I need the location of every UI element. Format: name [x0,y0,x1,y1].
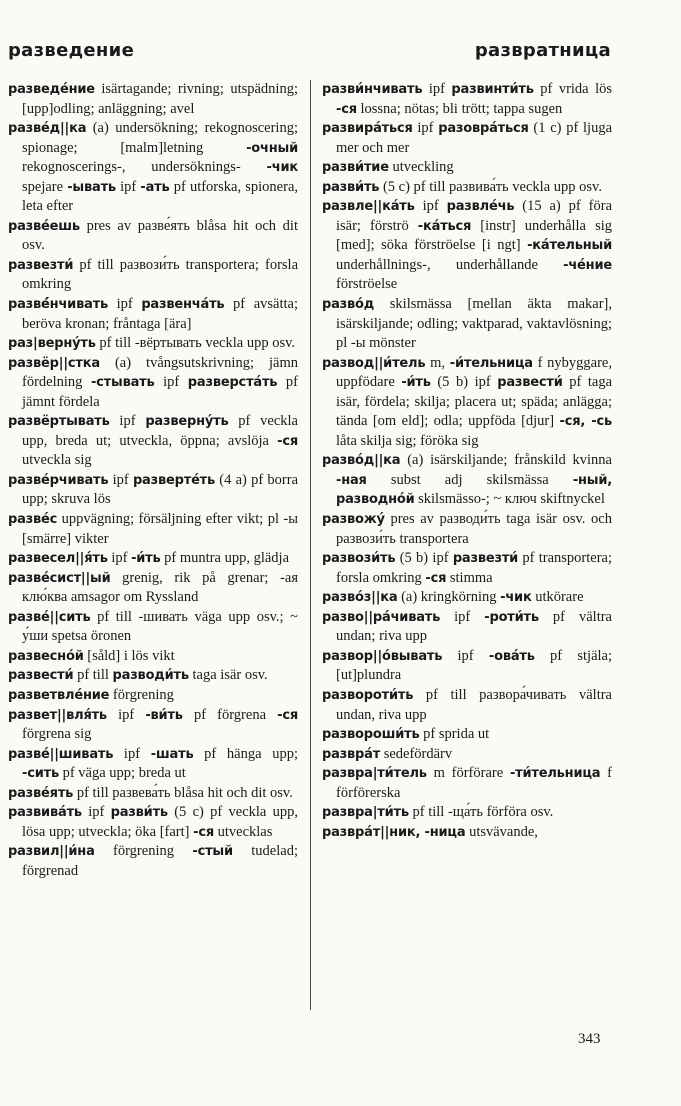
definition-text: förgrening [109,686,174,703]
headword: разве́ешь [8,218,80,234]
headword: разверста́ть [187,375,278,391]
headword: -ся [277,707,298,723]
definition-text: utkörare [531,589,584,606]
headword: развесел||я́ть [8,551,108,567]
headword: -че́ние [563,257,612,273]
dictionary-entry [322,745,612,765]
headword: -ный, разводно́й [336,472,612,508]
definition-text: pf hänga upp; [193,745,299,762]
definition-text: pf muntra upp, glädja [160,550,290,567]
definition-text: ipf [108,471,133,488]
headword: -чик [500,590,532,606]
headword: -ная [336,472,367,488]
definition-text: pf väga upp; breda ut [58,765,186,782]
definition-text: ipf [414,198,447,215]
definition-text: pf avsätta; beröva kronan; fråntaga [ära] [22,296,298,332]
dictionary-entry [322,803,612,823]
headword: развра|ти́ть [322,805,409,821]
dictionary-entry [322,608,612,647]
headword: разве́д||ка [8,121,87,137]
definition-text: pf till развози́ть transportera; forsla omkring [22,256,298,293]
dictionary-entry [322,725,612,745]
dictionary-entry [322,510,612,549]
dictionary-entry [8,784,298,804]
headword: развезти́ [8,257,74,273]
headword: развёр||стка [8,355,100,371]
dictionary-entry [8,510,298,549]
headword: развле||ка́ть [322,199,415,215]
dictionary-entry [8,354,298,413]
dictionary-entry [8,217,298,256]
headword: -и́ть [131,551,161,567]
headword: -ся [277,433,298,449]
definition-text: ipf [106,706,146,723]
headword: -и́тельница [449,355,533,371]
definition-text: utveckling [388,159,454,176]
definition-text: lossna; nötas; bli trött; tappa sugen [356,100,563,117]
definition-text: m, [425,354,450,371]
definition-text: (5 b) ipf [395,550,453,567]
headword: разветвле́ние [8,687,110,703]
definition-text: skilsmässa [mellan äkta makar], isärskiljande; odling; vaktparad, vaktavlösning; pl -ы mönster [336,296,612,352]
definition-text: (4 a) pf borra upp; skruva lös [22,471,298,508]
headword: развор||о́вывать [322,648,443,664]
headword: -стывать [90,375,155,391]
headword: развезти́ [452,551,519,567]
headword: -ти́тельница [509,766,601,782]
definition-text: pf till [73,667,113,684]
dictionary-entry [322,354,612,452]
headword: -ывать [67,179,116,195]
headword: разво́з||ка [322,590,398,606]
dictionary-entry [322,451,612,510]
headword: разви́нчивать [322,82,423,97]
dictionary-entry [322,686,612,725]
dictionary-entry [322,647,612,686]
definition-text: pf till -шивать väga upp osv.; ~ у́ши spetsa öronen [22,608,298,645]
column-divider [310,80,311,1010]
definition-text: [instr] underhålla sig [med]; söka förströelse [i ngt] [336,217,612,254]
headword: -ся, -сь [559,414,612,430]
header-right-guideword: развратница [474,40,611,61]
definition-text: skilsmässo-; ~ ключ skiftnyckel [414,491,605,508]
definition-text: tudelad; förgrenad [22,843,298,879]
dictionary-entry [8,80,298,119]
headword: -ся [193,824,214,840]
definition-text: (1 c) pf ljuga mer och mer [336,120,613,156]
definition-text: ipf [442,647,489,664]
definition-text: pres av разводи́ть taga isär osv. och развози́ть transportera [336,511,612,547]
definition-text: pf till развева́ть blåsa hit och dit osv. [73,784,293,801]
headword: развороти́ть [322,687,414,703]
definition-text: ipf [440,608,485,625]
definition-text: (a) tvångsutskrivning; jämn fördelning [22,354,298,391]
headword: раз|верну́ть [8,336,96,352]
dictionary-entry [8,549,298,569]
definition-text: pf taga isär, fördela; skilja; placera ut; späda; anlägga; tända [om eld]; odla; uppföda [djur] [336,374,613,430]
headword: развороши́ть [322,727,420,743]
definition-text: låta skilja sig; föröka sig [336,432,479,449]
headword: развира́ться [322,121,413,137]
dictionary-entry [8,706,298,745]
definition-text: underhållnings-, underhållande [336,256,564,273]
dictionary-entry [322,80,612,119]
headword: разведе́ние [8,82,95,97]
headword: -чик [266,160,298,176]
definition-text: rekognoscerings-, undersöknings- [22,159,267,176]
page-number: 343 [578,1031,601,1047]
headword: -сить [22,766,59,782]
definition-text: pf vrida lös [533,81,613,97]
headword: развле́чь [446,199,515,215]
definition-text: pf veckla upp, breda ut; utveckla, öppna; avslöja [22,413,298,449]
dictionary-entry [8,803,298,842]
dictionary-entry [8,569,298,608]
definition-text: ipf [81,804,111,821]
headword: разверте́ть [132,472,216,488]
headword: разве́сист||ый [8,570,111,586]
headword: разво||ра́чивать [322,609,441,625]
headword: развра́т [322,746,381,762]
definition-text: (a) kringkörning [397,589,501,606]
definition-text: taga isär osv. [188,667,268,684]
headword: разви́ть [322,179,380,195]
dictionary-entry [8,842,298,881]
dictionary-entry [8,608,298,647]
definition-text: ipf [109,413,146,430]
header-left-guideword: разведение [8,40,135,61]
definition-text: pf stjäla; [ut]plundra [336,647,612,684]
definition-text: utsvävande, [465,823,538,840]
dictionary-entry [322,119,612,158]
definition-text: (5 b) ipf [430,374,498,391]
definition-text: pf till -вёртывать veckla upp osv. [95,335,296,352]
headword: развози́ть [322,551,396,567]
definition-text: pres av разве́ять blåsa hit och dit osv. [22,217,298,254]
definition-text: stimma [446,569,493,586]
headword: развива́ть [8,805,82,821]
definition-text: ipf [412,120,439,137]
dictionary-entry [8,686,298,706]
definition-text: grenig, rik på grenar; -ая клю́ква amsagor om Ryssland [22,569,298,606]
headword: разво́д||ка [322,453,401,469]
headword: разви́ть [110,805,168,821]
headword: развожу́ [322,512,385,528]
definition-text: spejare [22,178,68,195]
definition-text: utveckla sig [22,452,92,469]
definition-text: f förförerska [336,765,612,801]
dictionary-entry [322,764,612,803]
headword: развинти́ть [451,82,534,97]
definition-text: ipf [107,550,132,567]
headword: -ка́тельный [527,238,612,254]
dictionary-entry [8,647,298,667]
definition-text: f nybyggare, uppfödare [336,354,612,391]
dictionary-entry [322,823,612,843]
headword: -очный [246,140,298,156]
headword: развет||вля́ть [8,707,107,723]
headword: развести́ [497,375,563,391]
headword: -ка́ться [417,218,472,234]
headword: разве́рчивать [8,472,109,488]
definition-text: (5 c) pf till развива́ть veckla upp osv. [379,178,602,195]
headword: развé́нчивать [8,297,109,313]
dictionary-entry [8,119,298,217]
definition-text: pf jämnt fördela [22,374,298,410]
definition-text: pf utforska, spionera, leta efter [22,178,299,215]
dictionary-entry [8,412,298,471]
definition-text: förgrening [94,843,193,860]
headword: -ви́ть [145,707,183,723]
headword: разверну́ть [145,414,229,430]
definition-text: pf sprida ut [419,726,490,743]
dictionary-entry [322,158,612,178]
definition-text: [såld] i lös vikt [83,647,175,664]
headword: -шать [150,746,194,762]
definition-text: (a) isärskiljande; frånskild kvinna [400,452,612,469]
headword: разве́||сить [8,609,91,625]
definition-text: pf transportera; forsla omkring [336,550,613,586]
headword: -ся [425,570,447,586]
headword: развил||и́на [8,844,95,860]
headword: разве́||шивать [8,746,114,762]
headword: -ся [336,101,357,117]
dictionary-entry [8,334,298,354]
left-column [8,80,298,881]
definition-text: (15 a) pf föra isär; förströ [336,198,613,234]
dictionary-entry [322,178,612,198]
definition-text: uppvägning; försäljning efter vikt; pl -ы [smärre] vikter [22,511,298,547]
dictionary-entry [322,549,612,588]
dictionary-entry [322,197,612,295]
headword: разве́с [8,512,58,528]
headword: -стый [192,844,233,860]
headword: разовра́ться [438,121,529,137]
right-column [322,80,612,842]
headword: -ова́ть [488,648,535,664]
headword: развести́ [8,668,74,684]
definition-text: ipf [154,374,188,391]
definition-text: isärtagande; rivning; utspädning; [upp]odling; anläggning; avel [22,81,298,117]
headword: -роти́ть [484,609,539,625]
headword: развёртывать [8,414,110,430]
dictionary-entry [8,256,298,295]
definition-text: pf till развора́чивать vältra undan, riva upp [336,686,612,723]
dictionary-entry [8,471,298,510]
definition-text: ipf [115,178,141,195]
headword: развесно́й [8,648,84,664]
definition-text: ipf [113,745,151,762]
definition-text: (a) undersökning; rekognoscering; spionage; [malm]letning [22,120,298,156]
headword: развенча́ть [141,297,225,313]
headword: разво́д [322,297,375,313]
definition-text: pf till -ща́ть förföra osv. [408,804,554,821]
definition-text: ipf [422,81,452,97]
headword: -и́ть [401,375,431,391]
definition-text: förgrena sig [22,726,92,743]
definition-text: pf förgrena [182,706,278,723]
dictionary-entry [322,588,612,608]
dictionary-entry [322,295,612,354]
headword: развод||и́тель [322,355,426,371]
definition-text: förströelse [336,276,398,293]
headword: разви́тие [322,160,389,176]
definition-text: sedefördärv [380,745,453,762]
headword: разве́ять [8,785,74,801]
definition-text: (5 c) pf veckla upp, lösa upp; utveckla; öka [fart] [22,804,298,840]
dictionary-entry [8,745,298,784]
definition-text: subst adj skilsmässa [366,471,573,488]
headword: развра́т||ник, -ница [322,824,466,840]
dictionary-entry [8,666,298,686]
headword: разводи́ть [112,668,189,684]
dictionary-entry [8,295,298,334]
definition-text: m förförare [426,765,510,782]
definition-text: utvecklas [213,823,273,840]
headword: -ать [140,179,170,195]
definition-text: pf vältra undan; riva upp [336,608,612,645]
definition-text: ipf [108,296,142,313]
headword: развра|ти́тель [322,766,427,782]
